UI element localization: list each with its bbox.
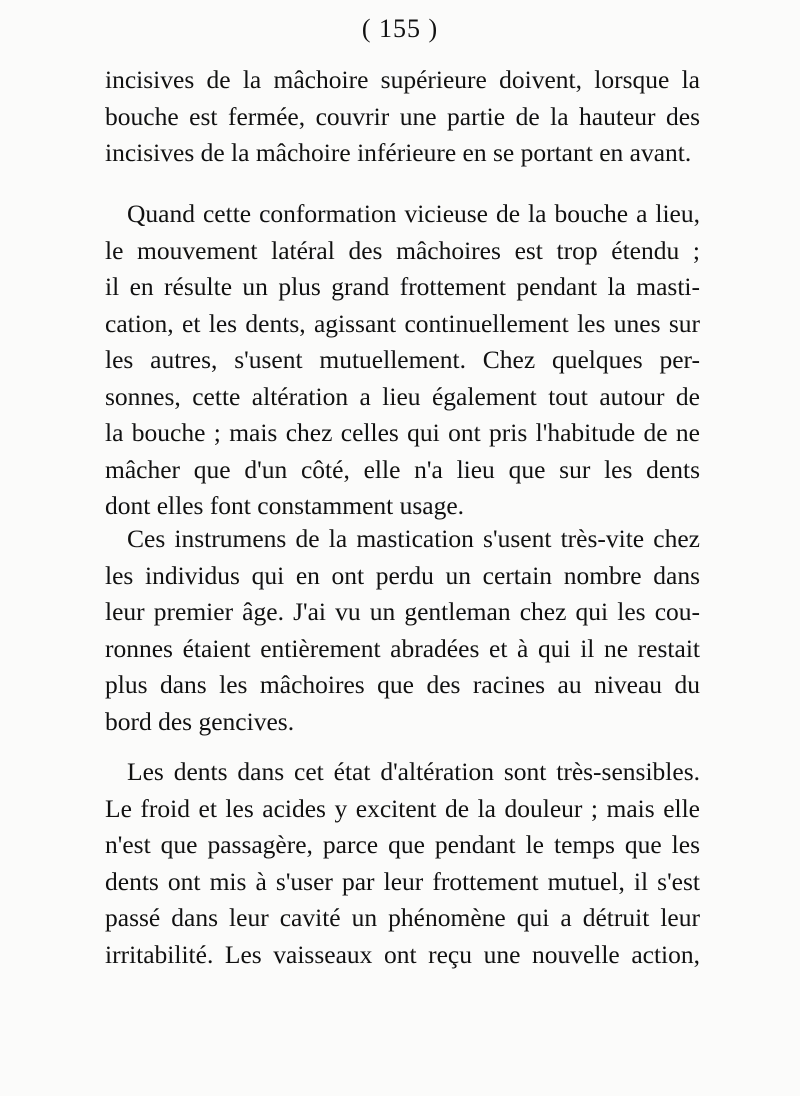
text-line: Ces instrumens de la mastication s'usent très-vite chez xyxy=(127,524,700,553)
paragraph xyxy=(105,62,700,172)
text-line: les individus qui en ont perdu un certain nombre dans xyxy=(105,560,700,590)
text-line: le mouvement latéral des mâchoires est trop étendu ; xyxy=(105,235,700,265)
text-line: plus dans les mâchoires que des racines au niveau du xyxy=(105,670,700,699)
text-line: irritabilité. Les vaisseaux ont reçu une nouvelle action, xyxy=(105,939,700,969)
text-line: les autres, s'usent mutuellement. Chez quelques per- xyxy=(105,345,700,374)
text-line: Quand cette conformation vicieuse de la bouche a lieu, xyxy=(127,199,700,228)
paragraph xyxy=(105,521,700,740)
text-line: n'est que passagère, parce que pendant le temps que les xyxy=(105,830,700,859)
paragraph xyxy=(105,196,700,525)
page-number: ( 155 ) xyxy=(361,14,439,43)
paragraph xyxy=(105,754,700,973)
text-line: la bouche ; mais chez celles qui ont pris l'habitude de ne xyxy=(105,418,700,447)
text-line: dont elles font constamment usage. xyxy=(105,491,465,520)
text-line: incisives de la mâchoire inférieure en se portant en avant. xyxy=(105,138,692,167)
text-line: passé dans leur cavité un phénomène qui a détruit leur xyxy=(105,903,700,932)
text-line: Le froid et les acides y excitent de la douleur ; mais elle xyxy=(105,793,700,823)
text-line: sonnes, cette altération a lieu également tout autour de xyxy=(105,381,700,411)
text-line: cation, et les dents, agissant continuellement les unes sur xyxy=(105,308,700,338)
text-line: bouche est fermée, couvrir une partie de la hauteur des xyxy=(105,101,700,131)
text-line: incisives de la mâchoire supérieure doivent, lorsque la xyxy=(105,65,700,94)
text-line: bord des gencives. xyxy=(105,706,295,736)
text-line: leur premier âge. J'ai vu un gentleman chez qui les cou- xyxy=(105,597,700,626)
text-line: Les dents dans cet état d'altération sont très-sensibles. xyxy=(127,757,700,786)
text-line: il en résulte un plus grand frottement pendant la masti- xyxy=(105,272,700,301)
text-line: ronnes étaient entièrement abradées et à qui il ne restait xyxy=(105,633,700,663)
text-line: dents ont mis à s'user par leur frottement mutuel, il s'est xyxy=(105,866,700,896)
text-line: mâcher que d'un côté, elle n'a lieu que sur les dents xyxy=(105,454,700,484)
